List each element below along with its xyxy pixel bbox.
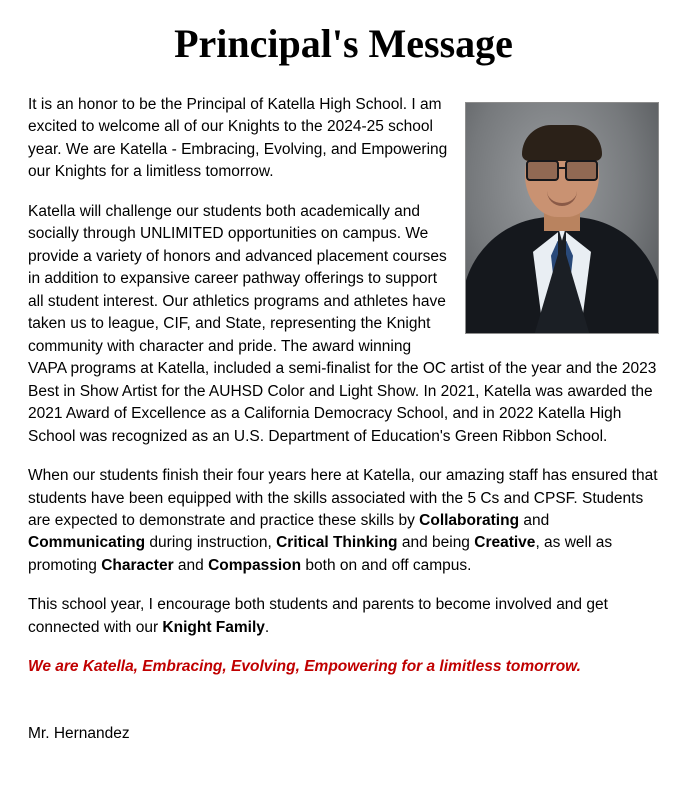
signature: Mr. Hernandez [28, 724, 130, 742]
p3-text-5: , as well as promoting [28, 534, 613, 574]
p3-bold-communicating: Communicating [28, 534, 146, 552]
p3-text-7: both on and off campus. [301, 556, 472, 574]
p4-text-2: . [264, 618, 270, 636]
p3-text-1: When our students finish their four years here at Katella, our amazing staff has ensured that students have been equipped with the skills associated with the 5 Cs and CPSF. Students are expected to demonstrate and practice these skills by [28, 467, 658, 529]
p3-text-2: and [519, 511, 550, 529]
paragraph-1: It is an honor to be the Principal of Katella High School. I am excited to welcome all of our Knights to the 2024-25 school year. We are Katella - Embracing, Evolving, and Empowering our Knights for a limitless tomorrow. [28, 96, 448, 181]
p3-text-4: and being [397, 534, 475, 552]
p3-bold-compassion: Compassion [208, 556, 302, 574]
p3-bold-character: Character [101, 556, 174, 574]
portrait-glasses-icon [526, 160, 598, 177]
page-title: Principal's Message [174, 21, 513, 66]
p3-bold-creative: Creative [474, 534, 536, 552]
message-body [28, 94, 659, 761]
paragraph-4 [28, 594, 659, 639]
paragraph-2: Katella will challenge our students both academically and socially through UNLIMITED opportunities on campus. We provide a variety of honors and advanced placement courses in addition to expansive career pathway offerings to support all student interest. Our athletics programs and athletes have taken us to league, CIF, and State, representing the Knight community with character and pride. The award winning VAPA programs at Katella, included a semi-finalist for the OC artist of the year and the 2023 Best in Show Artist for the AUHSD Color and Light Show. In 2021, Katella was awarded the 2021 Award of Excellence as a California Democracy School, and in 2022 Katella High School was recognized as an U.S. Department of Education's Green Ribbon School. [28, 202, 657, 445]
closing-tagline: We are Katella, Embracing, Evolving, Empowering for a limitless tomorrow. [28, 658, 581, 676]
p3-bold-critical-thinking: Critical Thinking [276, 534, 398, 552]
p3-bold-collaborating: Collaborating [419, 511, 520, 529]
principal-portrait-photo [465, 102, 659, 334]
p3-text-6: and [173, 556, 209, 574]
p3-text-3: during instruction, [145, 534, 277, 552]
p4-text-1: This school year, I encourage both students and parents to become involved and get connected with our [28, 596, 608, 636]
p4-bold-knight-family: Knight Family [162, 618, 265, 636]
portrait-hair [522, 125, 602, 161]
paragraph-3 [28, 465, 659, 577]
